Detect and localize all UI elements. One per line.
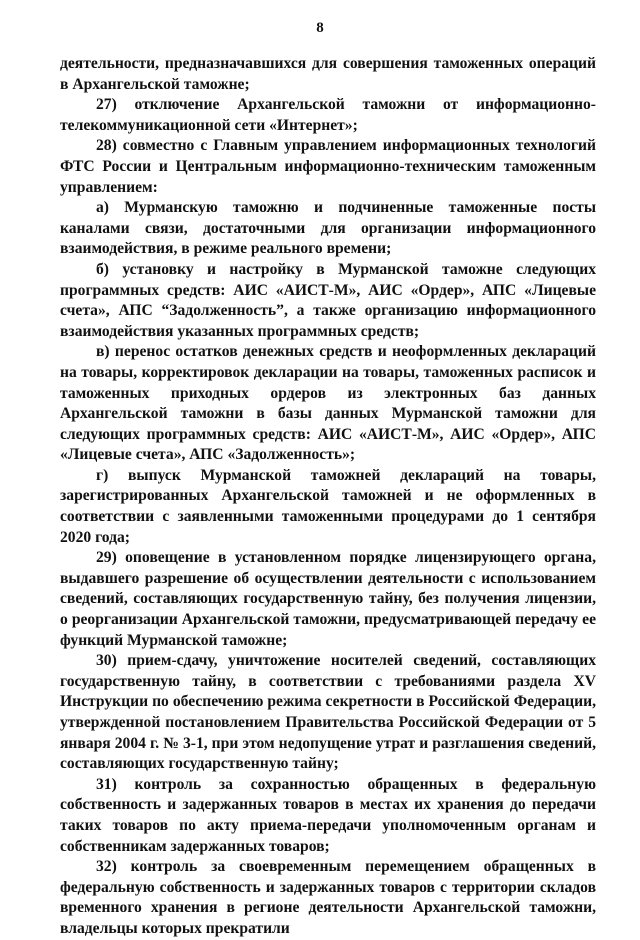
paragraph-item-30: 30) прием-сдачу, уничтожение носителей сведений, составляющих государственную тайну, в соответствии с требованиями раздела XV Инструкции по обеспечению режима секретности в Российской Федерации, утвержденной постановлением Правительства Российской Федерации от 5 января 2004 г. № 3-1, при этом недопущение утрат и разглашения сведений, составляющих государственную тайну; xyxy=(60,652,596,773)
paragraph-subitem-b: б) установку и настройку в Мурманской таможне следующих программных средств: АИС «АИСТ-М», АИС «Ордер», АПС «Лицевые счета», АПС “Задолженность”, а также организацию информационного взаимодействия указанных программных средств; xyxy=(60,260,596,340)
paragraph-continuation: деятельности, предназначавшихся для совершения таможенных операций в Архангельской таможне; xyxy=(60,55,596,93)
paragraph-subitem-g: г) выпуск Мурманской таможней деклараций на товары, зарегистрированных Архангельской таможней и не оформленных в соответствии с заявленными таможенными процедурами до 1 сентября 2020 года; xyxy=(60,466,596,546)
paragraph-item-32: 32) контроль за своевременным перемещением обращенных в федеральную собственность и задержанных товаров с территории складов временного хранения в регионе деятельности Архангельской таможни, владельцы которых прекратили xyxy=(60,858,596,937)
document-body xyxy=(60,54,596,940)
paragraph-subitem-v: в) перенос остатков денежных средств и неоформленных деклараций на товары, корректировок декларации на товары, таможенных расписок и таможенных приходных ордеров из электронных баз данных Архангельской таможни в базы данных Мурманской таможни для следующих программных средств: АИС «АИСТ-М», АИС «Ордер», АПС «Лицевые счета», АПС «Задолженность»; xyxy=(60,343,596,464)
paragraph-item-27: 27) отключение Архангельской таможни от информационно-телекоммуникационной сети «Интернет»; xyxy=(60,96,596,134)
paragraph-item-29: 29) оповещение в установленном порядке лицензирующего органа, выдавшего разрешение об осуществлении деятельности с использованием сведений, составляющих государственную тайну, без получения лицензии, о реорганизации Архангельской таможни, предусматривающей передачу ее функций Мурманской таможне; xyxy=(60,549,596,649)
page-number: 8 xyxy=(316,20,324,36)
paragraph-subitem-a: а) Мурманскую таможню и подчиненные таможенные посты каналами связи, достаточными для организации информационного взаимодействия, в режиме реального времени; xyxy=(60,199,596,258)
paragraph-item-28: 28) совместно с Главным управлением информационных технологий ФТС России и Центральным информационно-техническим таможенным управлением: xyxy=(60,137,596,196)
paragraph-item-31: 31) контроль за сохранностью обращенных в федеральную собственность и задержанных товаров в местах их хранения до передачи таких товаров по акту приема-передачи уполномоченным органам и собственникам задержанных товаров; xyxy=(60,775,596,855)
